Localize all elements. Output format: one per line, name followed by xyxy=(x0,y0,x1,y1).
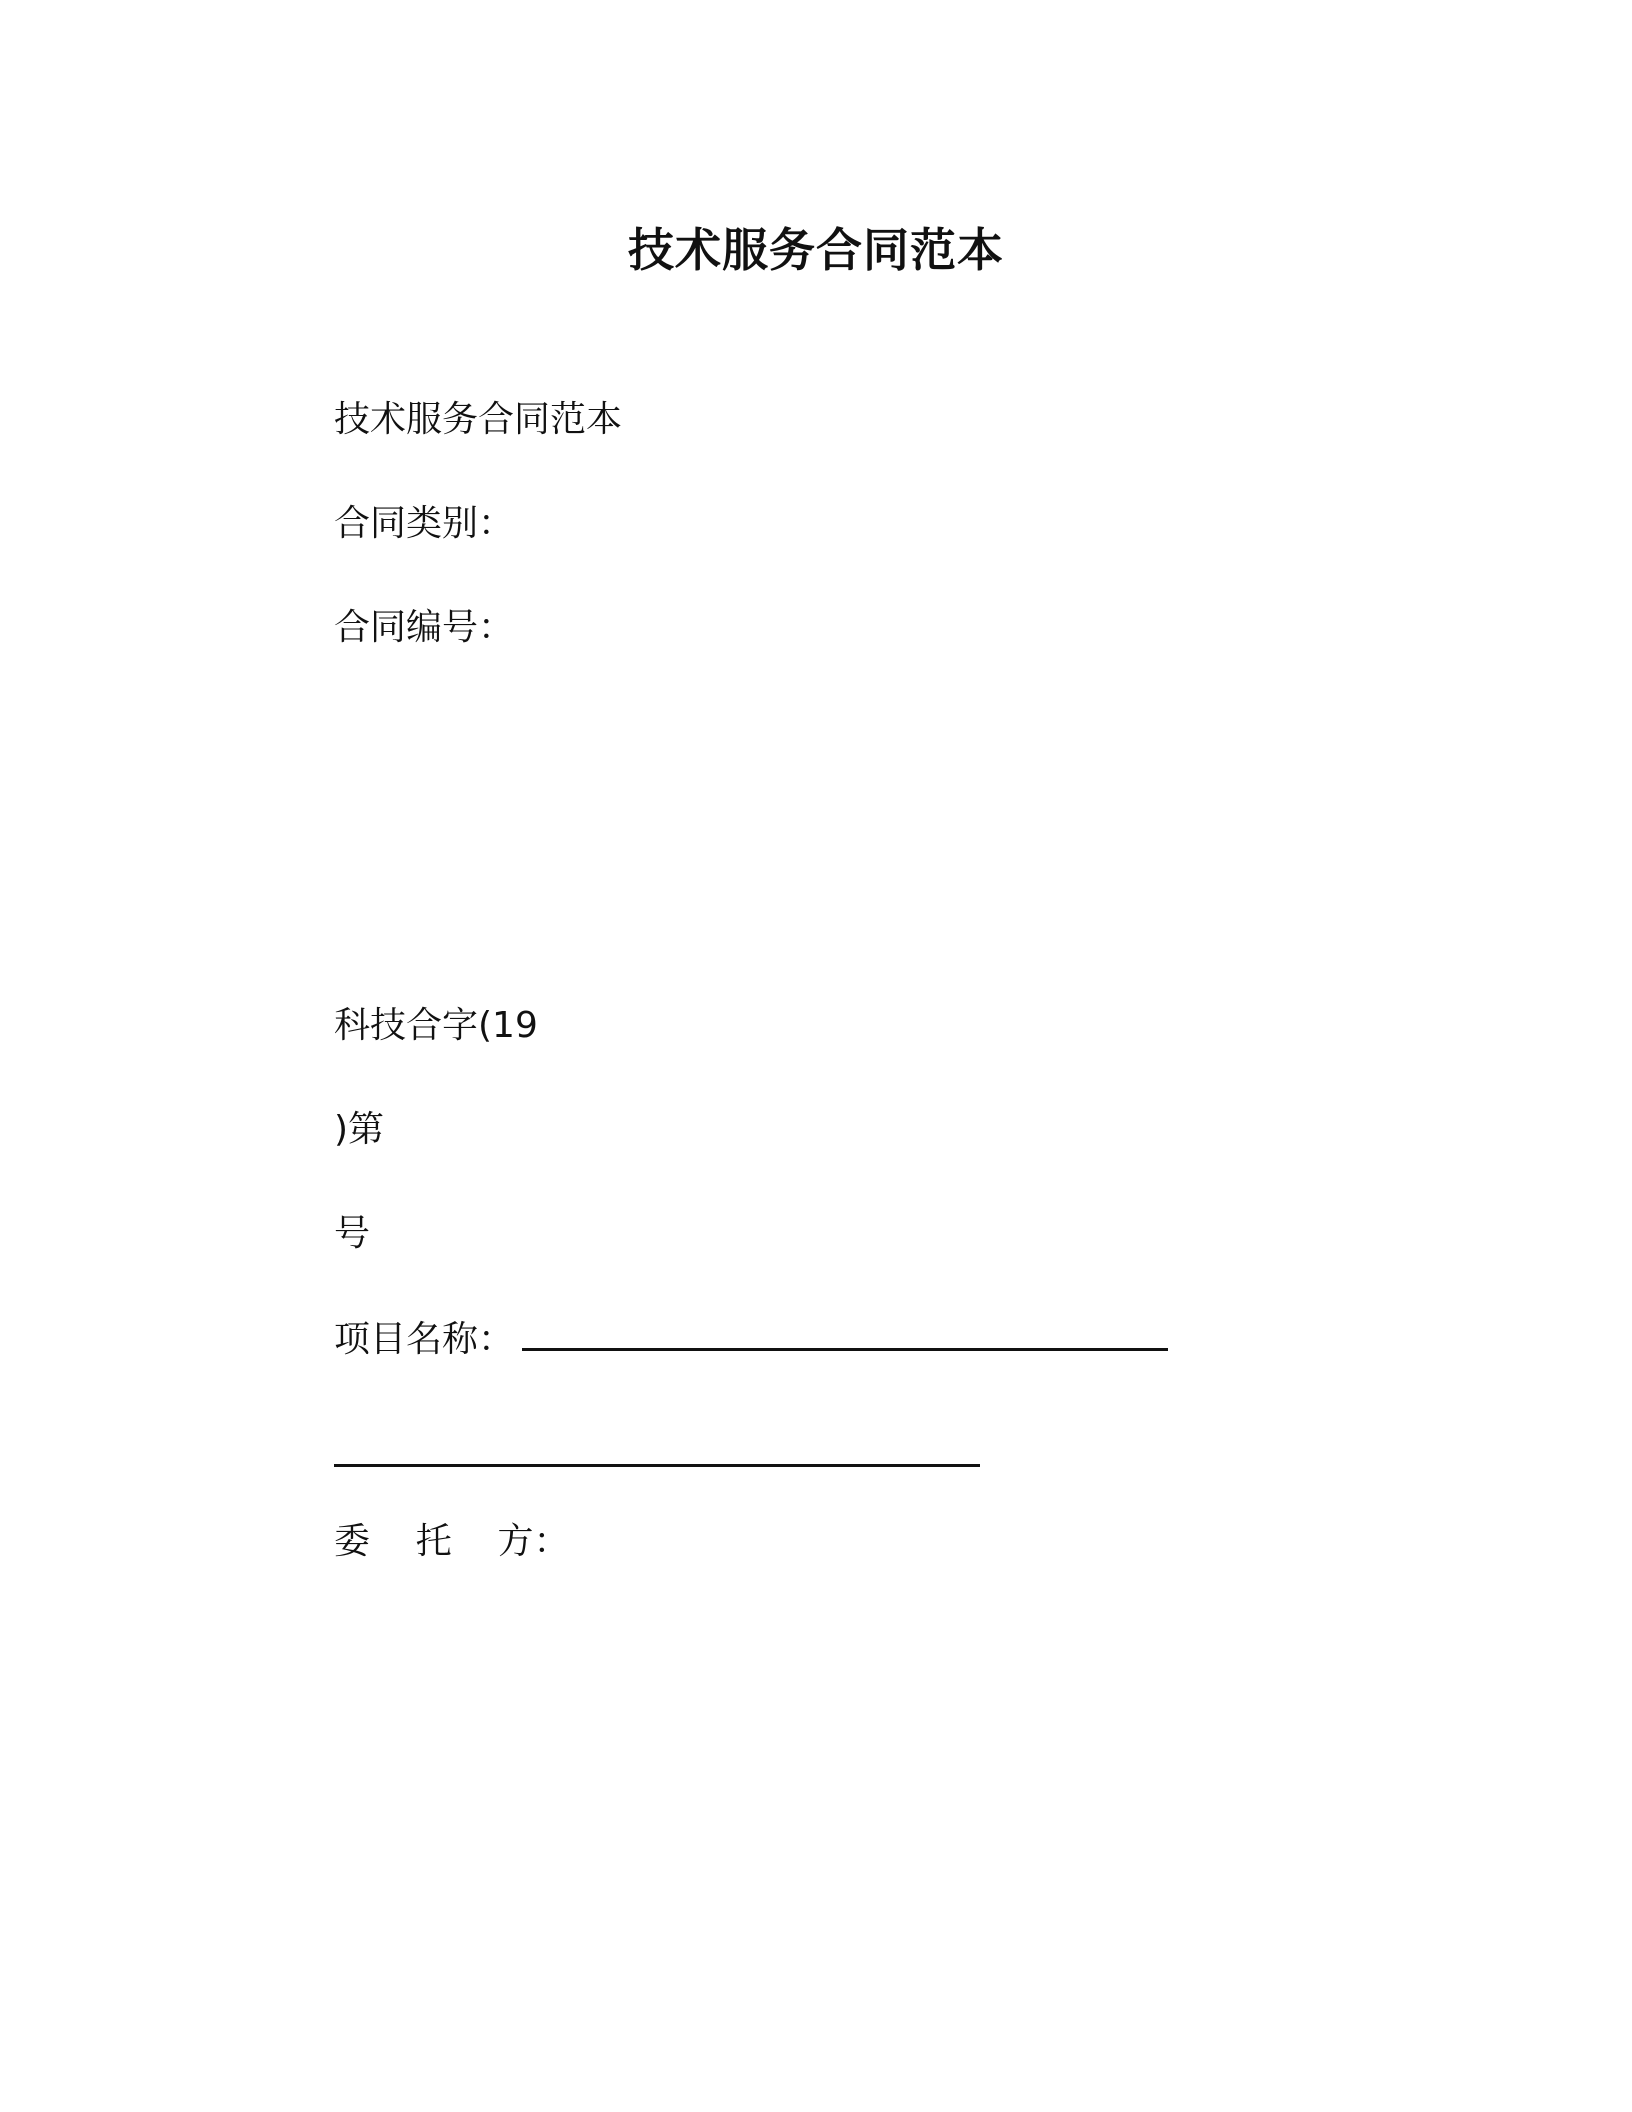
project-name-blank-continuation xyxy=(334,1464,980,1467)
contract-category-label: 合同类别： xyxy=(334,503,515,544)
number-line-2: )第 xyxy=(334,1109,385,1150)
number-line-3: 号 xyxy=(334,1213,371,1254)
project-name-blank xyxy=(522,1320,1168,1351)
project-name-row xyxy=(334,1318,1168,1362)
number-line-1: 科技合字(19 xyxy=(334,1005,538,1046)
document-title: 技术服务合同范本 xyxy=(628,223,1004,277)
contract-number-label: 合同编号： xyxy=(334,607,515,648)
project-name-label: 项目名称： xyxy=(334,1319,515,1360)
document-subtitle: 技术服务合同范本 xyxy=(334,399,623,440)
client-label: 委 托 方： xyxy=(334,1521,570,1562)
